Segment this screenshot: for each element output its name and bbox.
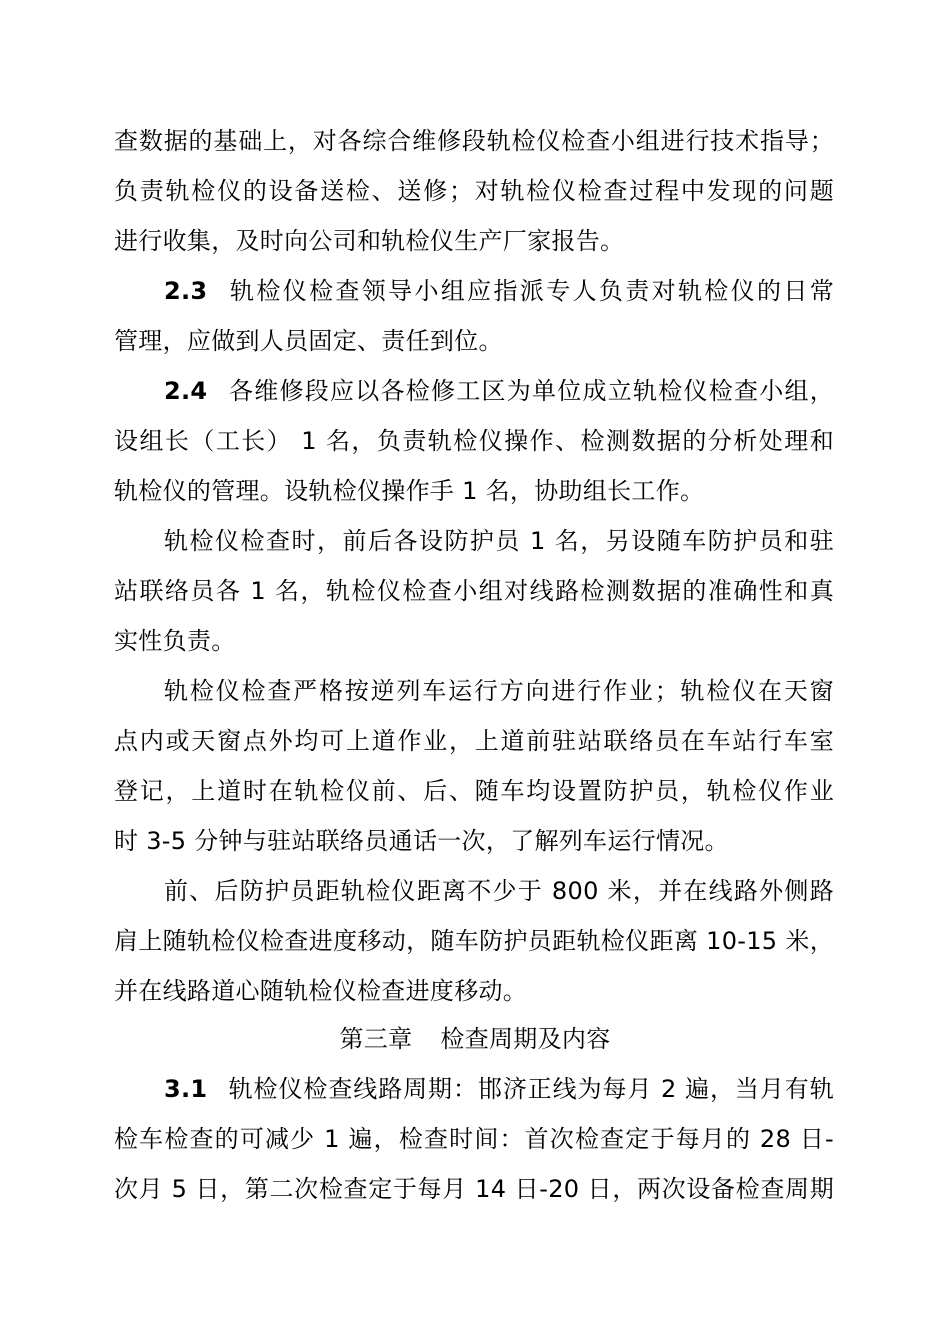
paragraph-line: 轨检仪检查严格按逆列车运行方向进行作业；轨检仪在天窗: [164, 677, 834, 705]
paragraph-line: 实性负责。: [114, 627, 236, 655]
paragraph-line: 设组长（工长） 1 名，负责轨检仪操作、检测数据的分析处理和: [114, 427, 834, 455]
paragraph-line: 并在线路道心随轨检仪检查进度移动。: [114, 977, 528, 1005]
paragraph-line: 管理，应做到人员固定、责任到位。: [114, 327, 503, 355]
section-3-1-first-line: [164, 1074, 834, 1104]
paragraph-line: 站联络员各 1 名，轨检仪检查小组对线路检测数据的准确性和真: [114, 577, 834, 605]
chapter-title: 检查周期及内容: [440, 1025, 611, 1053]
section-number: 2.4: [164, 377, 208, 405]
chapter-number: 第三章: [339, 1025, 413, 1053]
paragraph-line: 检车检查的可减少 1 遍，检查时间：首次检查定于每月的 28 日-: [114, 1125, 834, 1153]
paragraph-text: 轨检仪检查线路周期：邯济正线为每月 2 遍，当月有轨: [228, 1075, 834, 1103]
paragraph-line: 轨检仪的管理。设轨检仪操作手 1 名，协助组长工作。: [114, 477, 705, 505]
paragraph-line: 进行收集，及时向公司和轨检仪生产厂家报告。: [114, 227, 625, 255]
paragraph-line: 肩上随轨检仪检查进度移动，随车防护员距轨检仪距离 10-15 米，: [114, 927, 834, 955]
paragraph-line: 查数据的基础上，对各综合维修段轨检仪检查小组进行技术指导；: [114, 127, 834, 155]
paragraph-line: 点内或天窗点外均可上道作业，上道前驻站联络员在车站行车室: [114, 727, 834, 755]
paragraph-line: 登记，上道时在轨检仪前、后、随车均设置防护员，轨检仪作业: [114, 777, 834, 805]
paragraph-line: 轨检仪检查时，前后各设防护员 1 名，另设随车防护员和驻: [164, 527, 834, 555]
paragraph-text: 轨检仪检查领导小组应指派专人负责对轨检仪的日常: [228, 277, 834, 305]
paragraph-line: 前、后防护员距轨检仪距离不少于 800 米，并在线路外侧路: [164, 877, 834, 905]
paragraph-line: 次月 5 日，第二次检查定于每月 14 日-20 日，两次设备检查周期: [114, 1175, 834, 1203]
paragraph-line: 负责轨检仪的设备送检、送修；对轨检仪检查过程中发现的问题: [114, 177, 834, 205]
section-number: 2.3: [164, 277, 208, 305]
section-2-4-first-line: [164, 376, 834, 406]
section-number: 3.1: [164, 1075, 208, 1103]
section-2-3-first-line: [164, 276, 834, 306]
paragraph-line: 时 3-5 分钟与驻站联络员通话一次，了解列车运行情况。: [114, 827, 729, 855]
paragraph-text: 各维修段应以各检修工区为单位成立轨检仪检查小组，: [228, 377, 834, 405]
chapter-heading: [0, 1024, 950, 1054]
